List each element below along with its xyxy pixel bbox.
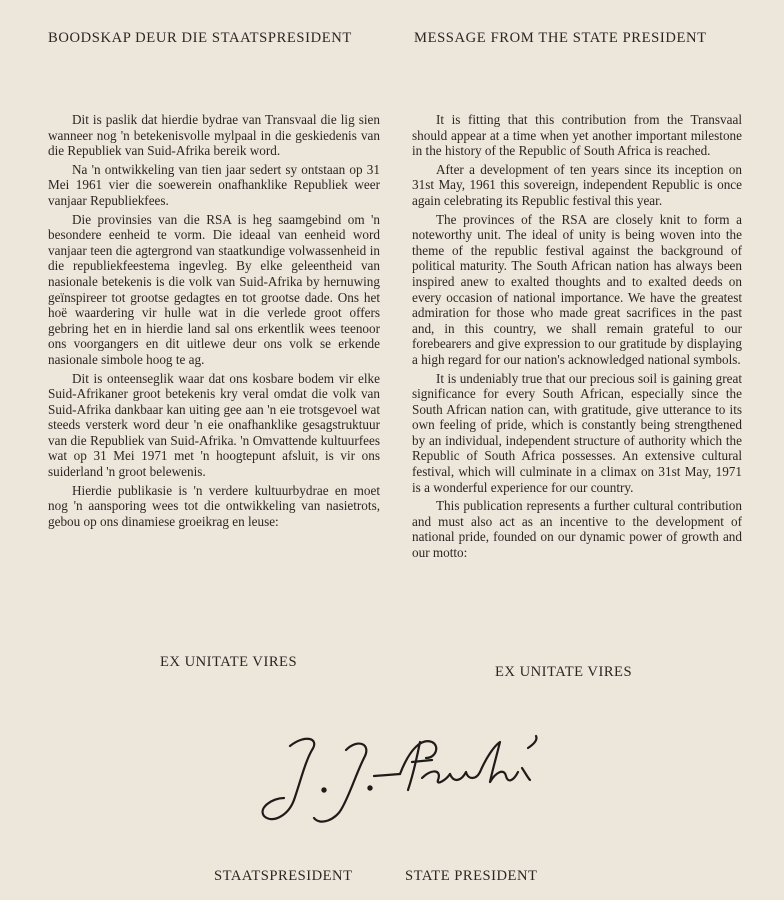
paragraph: The provinces of the RSA are closely knit to form a noteworthy unit. The ideal of unity is being woven into the theme of the republic festival against the background of political maturity. The South African nation has always been inspired anew to exalted thoughts and to exalted deeds on every occasion of national importance. We have the greatest admiration for those who made great sacrifices in the past and, in this country, we shall remain grateful to our forebearers and give expression to our gratitude by displaying a high regard for our nation's acknowledged national symbols. — [412, 211, 742, 367]
paragraph: Dit is onteenseglik waar dat ons kosbare bodem vir elke Suid-Afrikaner groot betekenis kry veral omdat die volk van Suid-Afrika dankbaar kan uiting gee aan 'n eie trotsgevoel wat steeds versterk word deur 'n eie onafhanklike gesagstruktuur van die Republiek van Suid-Afrika. 'n Omvattende kultuurfees wat op 31 Mei 1971 met 'n hoogtepunt afsluit, is vir ons suiderland 'n groot belewenis. — [48, 370, 380, 480]
title-afrikaans: STAATSPRESIDENT — [214, 868, 353, 884]
paragraph: Hierdie publikasie is 'n verdere kultuurbydrae en moet nog 'n aansporing wees tot die ontwikkeling van nasietrots, gebou op ons dinamiese groeikrag en leuse: — [48, 482, 380, 529]
motto-english: EX UNITATE VIRES — [495, 664, 633, 680]
motto-afrikaans: EX UNITATE VIRES — [160, 654, 298, 670]
paragraph: This publication represents a further cultural contribution and must also act as an incentive to the development of national pride, founded on our dynamic power of growth and our motto: — [412, 498, 742, 561]
signature — [250, 728, 560, 838]
paragraph: After a development of ten years since its inception on 31st May, 1961 this sovereign, independent Republic is once again celebrating its Republic festival this year. — [412, 161, 742, 208]
message-afrikaans — [48, 112, 380, 532]
heading-afrikaans: BOODSKAP DEUR DIE STAATSPRESIDENT — [48, 30, 352, 46]
paragraph: It is undeniably true that our precious soil is gaining great significance for every South African, especially since the South African nation can, with gratitude, give utterance to its own feeling of pride, which is constantly being strengthened by an individual, independent structure of authority which the Republic of South Africa possesses. An extensive cultural festival, which will culminate in a climax on 31st May, 1971 is a wonderful experience for our country. — [412, 370, 742, 495]
paragraph: It is fitting that this contribution from the Transvaal should appear at a time when yet another important milestone in the history of the Republic of South Africa is reached. — [412, 112, 742, 159]
message-english — [412, 112, 742, 564]
paragraph: Na 'n ontwikkeling van tien jaar sedert sy ontstaan op 31 Mei 1961 vier die soewerein onafhanklike Republiek weer vanjaar Republiekfees. — [48, 161, 380, 208]
paragraph: Die provinsies van die RSA is heg saamgebind om 'n besondere eenheid te vorm. Die ideaal van eenheid word vanjaar teen die agtergrond van staatkundige volwassenheid in die republiekfeestema ingevleg. By elke geleentheid van nasionale betekenis is die volk van Suid-Afrika by hernuwing geïnspireer tot grootse gedagtes en tot grootse dade. Ons het hoë waardering vir hulle wat in die verlede groot offers gebring het en in hierdie land sal ons erkentlik wees teenoor ons voorgangers en dit uitlewe deur ons volk se erkende nasionale simbole hoog te ag. — [48, 211, 380, 367]
title-english: STATE PRESIDENT — [405, 868, 538, 884]
paragraph: Dit is paslik dat hierdie bydrae van Transvaal die lig sien wanneer nog 'n betekenisvolle mylpaal in die geskiedenis van die Republiek van Suid-Afrika bereik word. — [48, 112, 380, 159]
heading-english: MESSAGE FROM THE STATE PRESIDENT — [414, 30, 707, 46]
